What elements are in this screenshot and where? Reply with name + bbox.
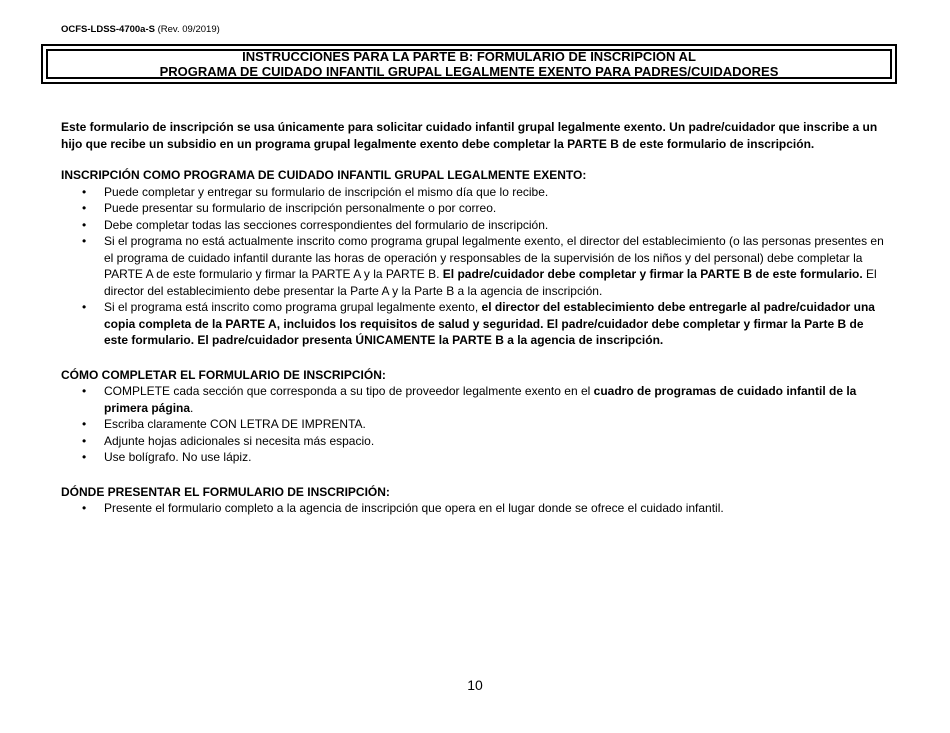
title-inner-border — [46, 49, 892, 79]
list-item — [104, 299, 887, 349]
title-box — [41, 44, 897, 84]
list-item-text: Si el programa está inscrito como programa grupal legalmente exento, — [104, 300, 482, 314]
page-number: 10 — [467, 677, 483, 693]
section-where-heading: DÓNDE PRESENTAR EL FORMULARIO DE INSCRIPCIÓN: — [61, 484, 390, 499]
list-item — [104, 500, 887, 517]
list-item — [104, 217, 887, 234]
list-item-text: El director del establecimiento debe presentar la Parte A y la Parte B a la agencia de inscripción. — [104, 267, 877, 298]
list-item — [104, 433, 887, 450]
title-line-2: PROGRAMA DE CUIDADO INFANTIL GRUPAL LEGALMENTE EXENTO PARA PADRES/CUIDADORES — [159, 64, 779, 79]
list-item-text: Puede presentar su formulario de inscripción personalmente o por correo. — [104, 201, 497, 215]
list-item-text: Si el programa no está actualmente inscrito como programa grupal legalmente exento, el director del establecimiento (o las personas presentes en el programa de cuidado infantil durante las horas de operación y responsables de la supervisión de los niños y del personal) debe completar la PARTE A de este formulario y firmar la PARTE A y la PARTE B. — [104, 234, 884, 281]
section-where-list — [61, 500, 887, 517]
list-item — [104, 416, 887, 433]
intro-paragraph: Este formulario de inscripción se usa únicamente para solicitar cuidado infantil grupal legalmente exento. Un padre/cuidador que inscribe a un hijo que recibe un subsidio en un programa grupal legalmente exento debe completar la PARTE B de este formulario de inscripción. — [61, 120, 878, 151]
list-item — [104, 184, 887, 201]
form-revision: (Rev. 09/2019) — [157, 24, 220, 35]
section-enrollment-list — [61, 184, 887, 349]
list-item-text: COMPLETE cada sección que corresponda a su tipo de proveedor legalmente exento en el — [104, 384, 594, 398]
section-enrollment-heading: INSCRIPCIÓN COMO PROGRAMA DE CUIDADO INFANTIL GRUPAL LEGALMENTE EXENTO: — [61, 168, 587, 182]
list-item-text: Puede completar y entregar su formulario de inscripción el mismo día que lo recibe. — [104, 184, 549, 199]
list-item-text: Escriba claramente CON LETRA DE IMPRENTA. — [104, 417, 366, 431]
list-item-bold-text: cuadro de programas de cuidado infantil de la primera página — [104, 384, 857, 415]
section-how-list — [61, 383, 887, 466]
list-item — [104, 383, 887, 416]
list-item — [104, 200, 887, 217]
section-how-heading: CÓMO COMPLETAR EL FORMULARIO DE INSCRIPCIÓN: — [61, 367, 386, 382]
list-item-text: Use bolígrafo. No use lápiz. — [104, 450, 252, 464]
form-number: OCFS-LDSS-4700a-S — [61, 24, 155, 35]
title-line-1: INSTRUCCIONES PARA LA PARTE B: FORMULARIO DE INSCRIPCIÓN AL — [242, 49, 696, 64]
document-body — [61, 119, 887, 517]
form-identifier — [61, 24, 220, 35]
section-enrollment — [61, 167, 887, 349]
list-item-bold-text: el director del establecimiento debe entregarle al padre/cuidador una copia completa de la PARTE A, incluidos los requisitos de salud y seguridad. El padre/cuidador debe completar y firmar la Parte B de este formulario. El padre/cuidador presenta ÚNICAMENTE la PARTE B a la agencia de inscripción. — [104, 300, 875, 347]
list-item-text: Presente el formulario completo a la agencia de inscripción que opera en el lugar donde se ofrece el cuidado infantil. — [104, 501, 724, 515]
list-item-text: . — [190, 400, 194, 415]
section-how-to-complete — [61, 367, 887, 466]
list-item — [104, 449, 887, 466]
list-item — [104, 233, 887, 299]
list-item-text: Adjunte hojas adicionales si necesita más espacio. — [104, 433, 375, 448]
section-where-to-submit — [61, 484, 887, 517]
list-item-text: Debe completar todas las secciones correspondientes del formulario de inscripción. — [104, 217, 549, 232]
list-item-bold-text: El padre/cuidador debe completar y firmar la PARTE B de este formulario. — [442, 267, 863, 281]
